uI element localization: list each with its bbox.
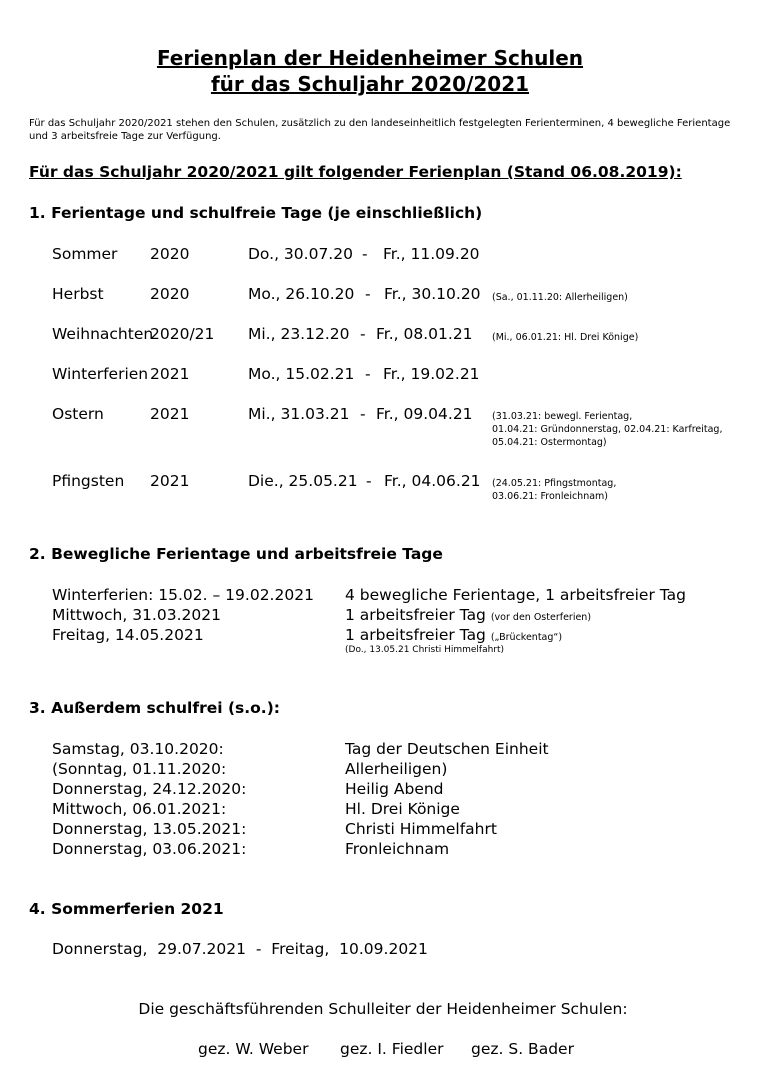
- bewegliche-desc-small: („Brückentag“): [490, 632, 563, 643]
- holiday-note-ostern: (31.03.21: bewegl. Ferientag, 01.04.21: Gründonnerstag, 02.04.21: Karfreitag, 05.04.21: Ostermontag): [492, 411, 723, 448]
- holiday-from: Mo., 26.10.20: [248, 285, 355, 303]
- holiday-sep: -: [365, 285, 371, 303]
- schulfrei-date: Donnerstag, 13.05.2021:: [52, 820, 247, 838]
- bewegliche-row-date: Freitag, 14.05.2021: [52, 626, 204, 644]
- holiday-name: Ostern: [52, 405, 104, 423]
- bewegliche-desc-text: 1 arbeitsfreier Tag: [345, 606, 486, 624]
- holiday-to: Fr., 11.09.20: [383, 245, 480, 263]
- holiday-sep: -: [362, 245, 368, 263]
- section-2-heading: 2. Bewegliche Ferientage und arbeitsfreie Tage: [29, 545, 443, 563]
- holiday-from: Die., 25.05.21: [248, 472, 358, 490]
- schulfrei-date: Donnerstag, 03.06.2021:: [52, 840, 247, 858]
- intro-text: Für das Schuljahr 2020/2021 stehen den Schulen, zusätzlich zu den landeseinheitlich festgelegten Ferienterminen, 4 bewegliche Ferientage und 3 arbeitsfreie Tage zur Verfügung.: [29, 118, 731, 142]
- bewegliche-row-desc: [345, 626, 562, 644]
- bewegliche-desc-small: (vor den Osterferien): [490, 612, 592, 623]
- schulfrei-date: (Sonntag, 01.11.2020:: [52, 760, 227, 778]
- holiday-from: Mo., 15.02.21: [248, 365, 355, 383]
- holiday-year: 2021: [150, 365, 190, 383]
- schulfrei-label: Tag der Deutschen Einheit: [345, 740, 549, 758]
- schulfrei-date: Mittwoch, 06.01.2021:: [52, 800, 227, 818]
- signature: gez. I. Fiedler: [340, 1040, 444, 1058]
- holiday-name: Winterferien: [52, 365, 149, 383]
- holiday-to: Fr., 30.10.20: [384, 285, 481, 303]
- schulfrei-label: Fronleichnam: [345, 840, 450, 858]
- schulfrei-label: Christi Himmelfahrt: [345, 820, 497, 838]
- schulfrei-label: Hl. Drei Könige: [345, 800, 460, 818]
- holiday-sep: -: [365, 365, 371, 383]
- holiday-from: Do., 30.07.20: [248, 245, 353, 263]
- holiday-to: Fr., 19.02.21: [383, 365, 480, 383]
- holiday-sep: -: [360, 405, 366, 423]
- holiday-to: Fr., 08.01.21: [376, 325, 473, 343]
- signature: gez. W. Weber: [198, 1040, 309, 1058]
- signature: gez. S. Bader: [471, 1040, 574, 1058]
- holiday-year: 2021: [150, 405, 190, 423]
- schulfrei-label: Heilig Abend: [345, 780, 444, 798]
- holiday-name: Sommer: [52, 245, 118, 263]
- holiday-sep: -: [360, 325, 366, 343]
- page-title-line-2: für das Schuljahr 2020/2021: [210, 72, 530, 96]
- schulfrei-label: Allerheiligen): [345, 760, 448, 778]
- bewegliche-desc-text: 1 arbeitsfreier Tag: [345, 626, 486, 644]
- holiday-year: 2021: [150, 472, 190, 490]
- holiday-row-sommer: [0, 245, 766, 265]
- holiday-year: 2020/21: [150, 325, 215, 343]
- holiday-name: Herbst: [52, 285, 104, 303]
- holiday-name: Weihnachten: [52, 325, 154, 343]
- bewegliche-row-date: Winterferien: 15.02. – 19.02.2021: [52, 586, 314, 604]
- closing-text: Die geschäftsführenden Schulleiter der Heidenheimer Schulen:: [138, 1000, 628, 1018]
- schulfrei-date: Samstag, 03.10.2020:: [52, 740, 224, 758]
- holiday-note-weihnachten: (Mi., 06.01.21: Hl. Drei Könige): [492, 332, 639, 343]
- sommerferien-dates: Donnerstag, 29.07.2021 - Freitag, 10.09.2021: [52, 940, 428, 958]
- holiday-note-herbst: (Sa., 01.11.20: Allerheiligen): [492, 292, 628, 303]
- holiday-year: 2020: [150, 245, 190, 263]
- holiday-row-pfingsten: [0, 472, 766, 492]
- holiday-to: Fr., 04.06.21: [384, 472, 481, 490]
- holiday-year: 2020: [150, 285, 190, 303]
- bewegliche-row-desc: 4 bewegliche Ferientage, 1 arbeitsfreier Tag: [345, 586, 686, 604]
- holiday-sep: -: [366, 472, 372, 490]
- holiday-name: Pfingsten: [52, 472, 125, 490]
- bewegliche-footnote: (Do., 13.05.21 Christi Himmelfahrt): [345, 645, 505, 655]
- bewegliche-row-desc: [345, 606, 591, 624]
- holiday-from: Mi., 31.03.21: [248, 405, 350, 423]
- section-1-heading: 1. Ferientage und schulfreie Tage (je einschließlich): [29, 204, 483, 222]
- plan-heading: Für das Schuljahr 2020/2021 gilt folgender Ferienplan (Stand 06.08.2019):: [29, 163, 682, 181]
- holiday-note-pfingsten: (24.05.21: Pfingstmontag, 03.06.21: Fronleichnam): [492, 478, 617, 502]
- holiday-row-winterferien: [0, 365, 766, 385]
- holiday-row-weihnachten: [0, 325, 766, 345]
- section-3-heading: 3. Außerdem schulfrei (s.o.):: [29, 699, 280, 717]
- page-title-line-1: Ferienplan der Heidenheimer Schulen: [156, 46, 584, 70]
- section-4-heading: 4. Sommerferien 2021: [29, 900, 224, 918]
- schulfrei-date: Donnerstag, 24.12.2020:: [52, 780, 247, 798]
- holiday-from: Mi., 23.12.20: [248, 325, 350, 343]
- holiday-to: Fr., 09.04.21: [376, 405, 473, 423]
- bewegliche-row-date: Mittwoch, 31.03.2021: [52, 606, 221, 624]
- holiday-row-herbst: [0, 285, 766, 305]
